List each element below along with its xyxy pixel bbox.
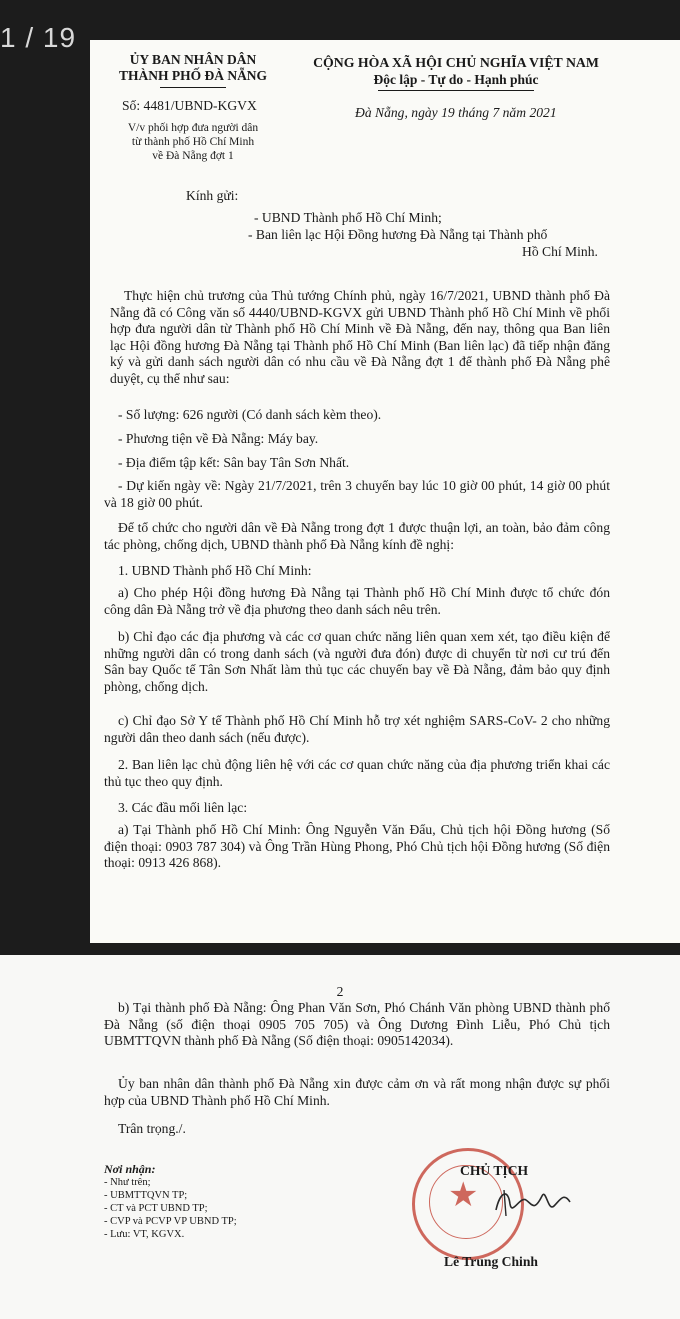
subject-line-3: về Đà Nẵng đợt 1: [152, 150, 234, 162]
nation-line-2: Độc lập - Tự do - Hạnh phúc: [373, 72, 539, 87]
item-3a: a) Tại Thành phố Hồ Chí Minh: Ông Nguyễn Văn Đẩu, Chủ tịch hội Đồng hương (Số điện thoại: 0903 787 304) và Ông Trần Hùng Phong, Phó Chủ tịch hội Đồng hương (Số điện thoại: 0913 426 868).: [104, 822, 610, 871]
agency-underline: [160, 87, 226, 88]
item-1b: b) Chỉ đạo các địa phương và các cơ quan chức năng liên quan xem xét, tạo điều kiện để những người dân có trong danh sách (và người đưa đón) được di chuyển từ nơi cư trú đến Sân bay Quốc tế Tân Sơn Nhất làm thủ tục các chuyến bay về Đà Nẵng, đảm bảo quy định phòng, chống dịch.: [104, 629, 610, 694]
salutation: Kính gửi:: [186, 188, 239, 203]
signer-name: Lê Trung Chinh: [444, 1254, 538, 1269]
item-1a: a) Cho phép Hội đồng hương Đà Nẵng tại Thành phố Hồ Chí Minh được tổ chức đón công dân Đà Nẵng trở về địa phương theo danh sách nêu trên.: [104, 585, 610, 617]
closing: Trân trọng./.: [118, 1121, 186, 1136]
recipient-list-5: - Lưu: VT, KGVX.: [104, 1229, 185, 1240]
recipient-1: - UBND Thành phố Hồ Chí Minh;: [254, 210, 442, 225]
intro-paragraph: Thực hiện chủ trương của Thủ tướng Chính phủ, ngày 16/7/2021, UBND thành phố Đà Nẵng đã có Công văn số 4440/UBND-KGVX gửi UBND Thành phố Hồ Chí Minh về phối hợp đưa người dân từ Thành phố Hồ Chí Minh về Đà Nẵng, đến nay, thông qua Ban liên lạc Hội đồng hương Đà Nẵng tại Thành phố Hồ Chí Minh (Ban liên lạc) đã tiếp nhận đăng ký và gửi danh sách người dân có nhu cầu về Đà Nẵng đợt 1 để thành phố Đà Nẵng phê duyệt, cụ thể như sau:: [110, 288, 610, 386]
item-3b: b) Tại thành phố Đà Nẵng: Ông Phan Văn Sơn, Phó Chánh Văn phòng UBND thành phố Đà Nẵng (số điện thoại 0905 705 705) và Ông Dương Đình Liễu, Phó Chủ tịch UBMTTQVN thành phố Đà Nẵng (Số điện thoại: 0905142034).: [104, 1000, 610, 1049]
agency-line-2: THÀNH PHỐ ĐÀ NẴNG: [118, 68, 268, 83]
recipient-2: - Ban liên lạc Hội Đồng hương Đà Nẵng tại Thành phố: [248, 227, 548, 242]
page-number-2: 2: [336, 984, 344, 999]
recipient-list-2: - UBMTTQVN TP;: [104, 1190, 188, 1201]
quantity-line: - Số lượng: 626 người (Có danh sách kèm theo).: [118, 407, 382, 422]
doc-number: Số: 4481/UBND-KGVX: [122, 98, 257, 113]
subject-line-2: từ thành phố Hồ Chí Minh: [131, 136, 255, 148]
nation-line-1: CỘNG HÒA XÃ HỘI CHỦ NGHĨA VIỆT NAM: [313, 55, 599, 70]
gather-line: - Địa điểm tập kết: Sân bay Tân Sơn Nhất.: [118, 455, 350, 470]
agency-line-1: ỦY BAN NHÂN DÂN: [129, 52, 257, 67]
recipient-list-3: - CT và PCT UBND TP;: [104, 1203, 208, 1214]
subject-line-1: V/v phối hợp đưa người dân: [127, 122, 259, 134]
recipients-title: Nơi nhận:: [104, 1162, 156, 1176]
thanks-paragraph: Ủy ban nhân dân thành phố Đà Nẵng xin được cảm ơn và rất mong nhận được sự phối hợp của UBND Thành phố Hồ Chí Minh.: [104, 1076, 610, 1108]
recipient-list-4: - CVP và PCVP VP UBND TP;: [104, 1216, 237, 1227]
page-counter: 1 / 19: [0, 22, 77, 53]
recipient-list-1: - Như trên;: [104, 1177, 151, 1188]
recipient-2-cont: Hồ Chí Minh.: [522, 244, 598, 259]
item-2: 2. Ban liên lạc chủ động liên hệ với các cơ quan chức năng của địa phương triển khai các thủ tục theo quy định.: [104, 757, 610, 789]
item-1: 1. UBND Thành phố Hồ Chí Minh:: [118, 563, 312, 578]
item-1c: c) Chỉ đạo Sở Y tế Thành phố Hồ Chí Minh hỗ trợ xét nghiệm SARS-CoV- 2 cho những người dân theo danh sách (nếu được).: [104, 713, 610, 745]
signature: [490, 1182, 580, 1222]
star-icon: ★: [448, 1177, 479, 1214]
schedule-line: - Dự kiến ngày về: Ngày 21/7/2021, trên 3 chuyến bay lúc 10 giờ 00 phút, 14 giờ 00 phút và 18 giờ 00 phút.: [104, 478, 610, 510]
signer-title: CHỦ TỊCH: [460, 1163, 529, 1178]
item-3: 3. Các đầu mối liên lạc:: [118, 800, 248, 815]
date-line: Đà Nẵng, ngày 19 tháng 7 năm 2021: [355, 105, 557, 120]
request-paragraph: Để tổ chức cho người dân về Đà Nẵng trong đợt 1 được thuận lợi, an toàn, bảo đảm công tác phòng, chống dịch, UBND thành phố Đà Nẵng kính đề nghị:: [104, 520, 610, 552]
nation-underline: [378, 90, 534, 91]
transport-line: - Phương tiện về Đà Nẵng: Máy bay.: [118, 431, 319, 446]
